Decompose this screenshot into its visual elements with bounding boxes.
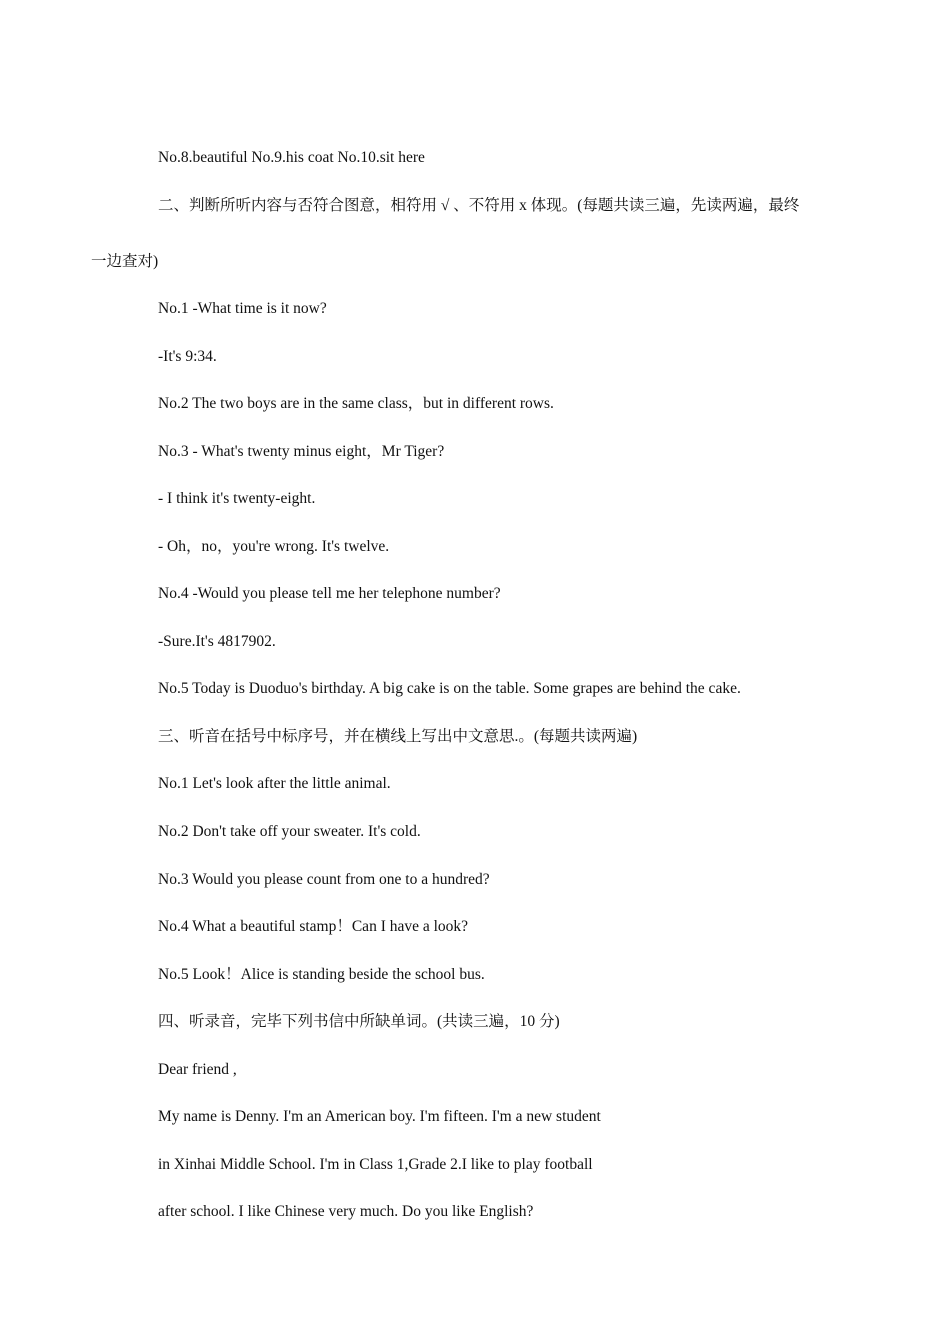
section-3-heading: 三、听音在括号中标序号，并在横线上写出中文意思.。(每题共读两遍) (158, 728, 638, 745)
letter-line: Dear friend , (158, 1061, 237, 1078)
section-2-heading-continued: 一边查对) (91, 253, 159, 270)
text-line: - I think it's twenty-eight. (158, 490, 316, 507)
text-line: No.3 Would you please count from one to a hundred? (158, 871, 490, 888)
text-line: No.5 Look！Alice is standing beside the school bus. (158, 966, 485, 983)
section-4-heading: 四、听录音，完毕下列书信中所缺单词。(共读三遍，10 分) (158, 1013, 560, 1030)
text-line: -It's 9:34. (158, 348, 217, 365)
letter-line: after school. I like Chinese very much. Do you like English? (158, 1203, 534, 1220)
text-line: No.2 The two boys are in the same class，but in different rows. (158, 395, 554, 412)
text-line: - Oh，no，you're wrong. It's twelve. (158, 538, 390, 555)
text-line: No.1 Let's look after the little animal. (158, 775, 391, 792)
text-line: No.4 What a beautiful stamp！Can I have a look? (158, 918, 469, 935)
text-line: No.8.beautiful No.9.his coat No.10.sit here (158, 149, 425, 166)
text-line: -Sure.It's 4817902. (158, 633, 276, 650)
letter-line: My name is Denny. I'm an American boy. I'm fifteen. I'm a new student (158, 1108, 601, 1125)
text-line: No.1 -What time is it now? (158, 300, 327, 317)
text-line: No.2 Don't take off your sweater. It's cold. (158, 823, 421, 840)
text-line: No.4 -Would you please tell me her telephone number? (158, 585, 501, 602)
text-line: No.5 Today is Duoduo's birthday. A big cake is on the table. Some grapes are behind the cake. (158, 680, 741, 697)
text-line: No.3 - What's twenty minus eight，Mr Tiger? (158, 443, 445, 460)
letter-line: in Xinhai Middle School. I'm in Class 1,Grade 2.I like to play football (158, 1156, 593, 1173)
section-2-heading: 二、判断所听内容与否符合图意，相符用 √ 、不符用 x 体现。(每题共读三遍，先读两遍，最终 (158, 197, 800, 214)
